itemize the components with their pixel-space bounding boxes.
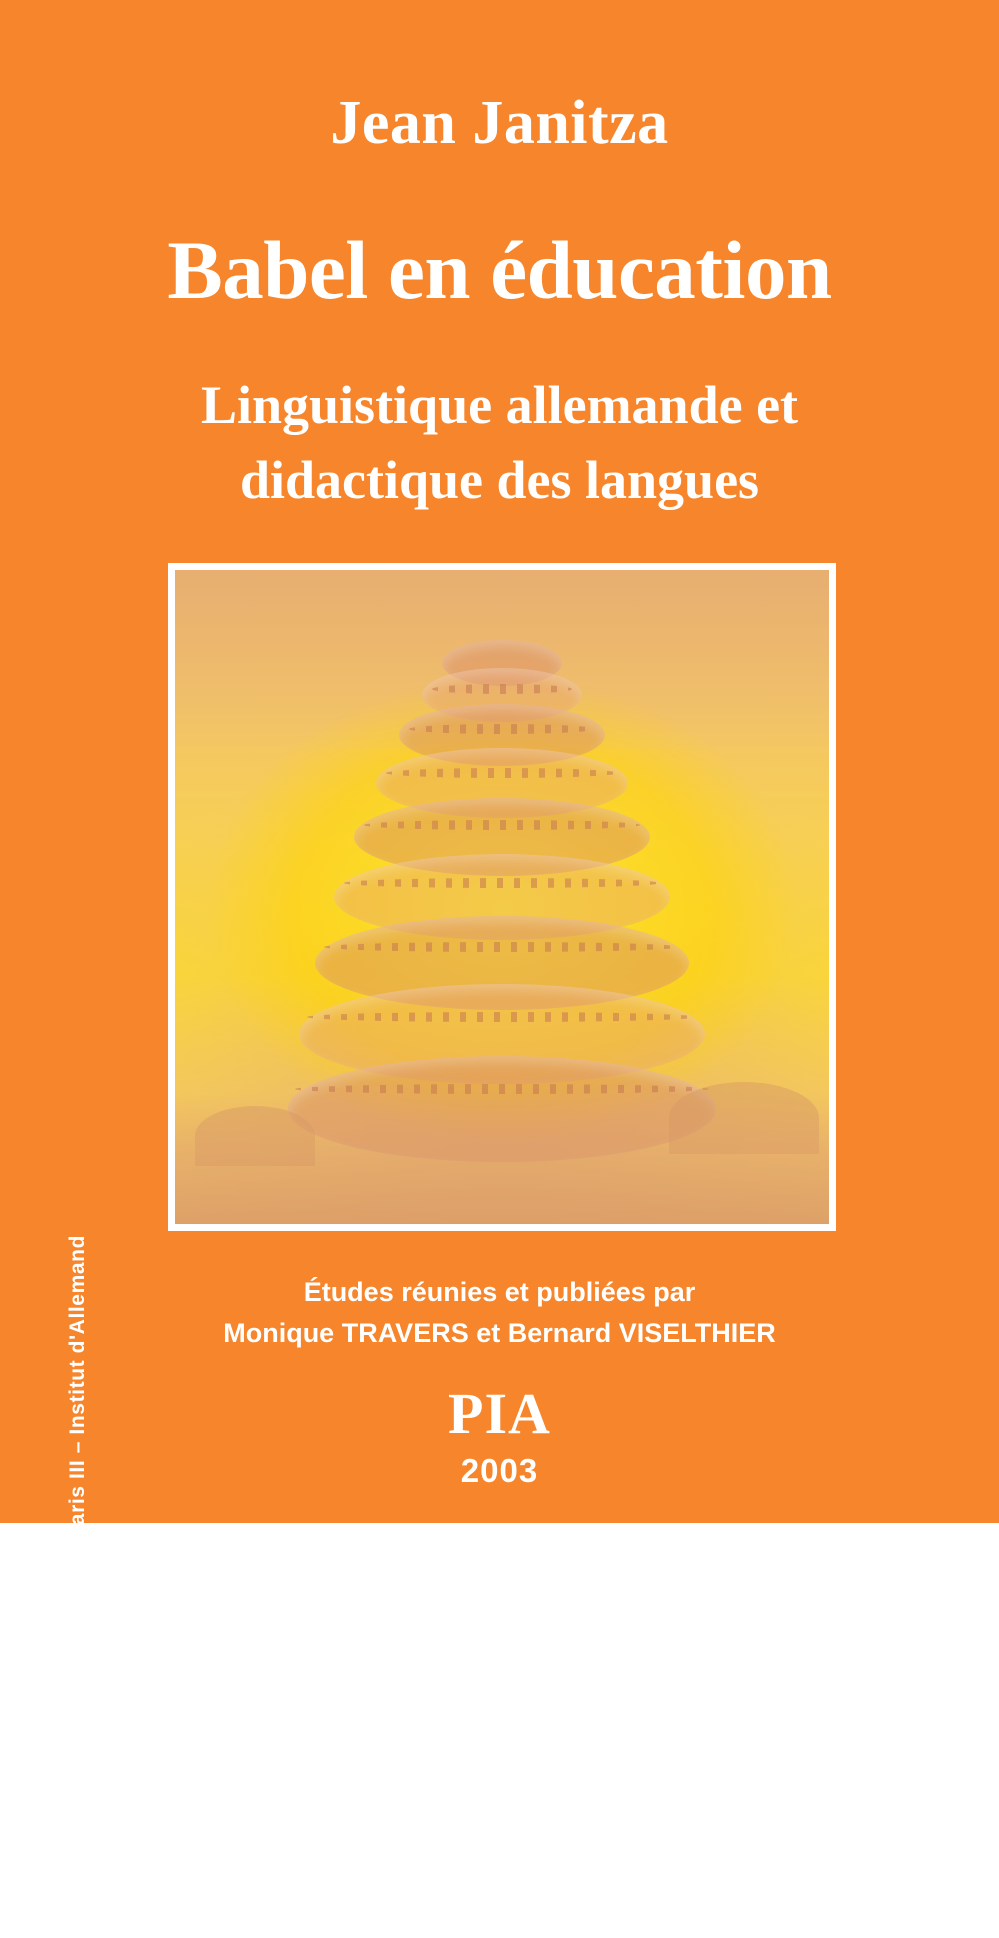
- book-title: Babel en éducation: [167, 224, 832, 316]
- author-name: Jean Janitza: [330, 89, 669, 157]
- book-subtitle: [0, 368, 999, 517]
- publisher-logo: PIA: [448, 1381, 551, 1446]
- cover-illustration: [168, 563, 836, 1231]
- spine-imprint-text: Université de la Sorbonne Nouvelle – Paris III – Institut d'Allemand: [66, 1235, 89, 1938]
- illustration-foreground: [175, 1094, 829, 1224]
- publication-year: 2003: [460, 1452, 539, 1489]
- book-subtitle-line-1: Linguistique allemande et: [200, 375, 799, 435]
- book-subtitle-line-2: didactique des langues: [239, 449, 760, 510]
- editors-credit: [0, 1272, 999, 1353]
- editors-credit-line-2: Monique TRAVERS et Bernard VISELTHIER: [223, 1317, 776, 1348]
- editors-credit-line-1: Études réunies et publiées par: [303, 1277, 696, 1307]
